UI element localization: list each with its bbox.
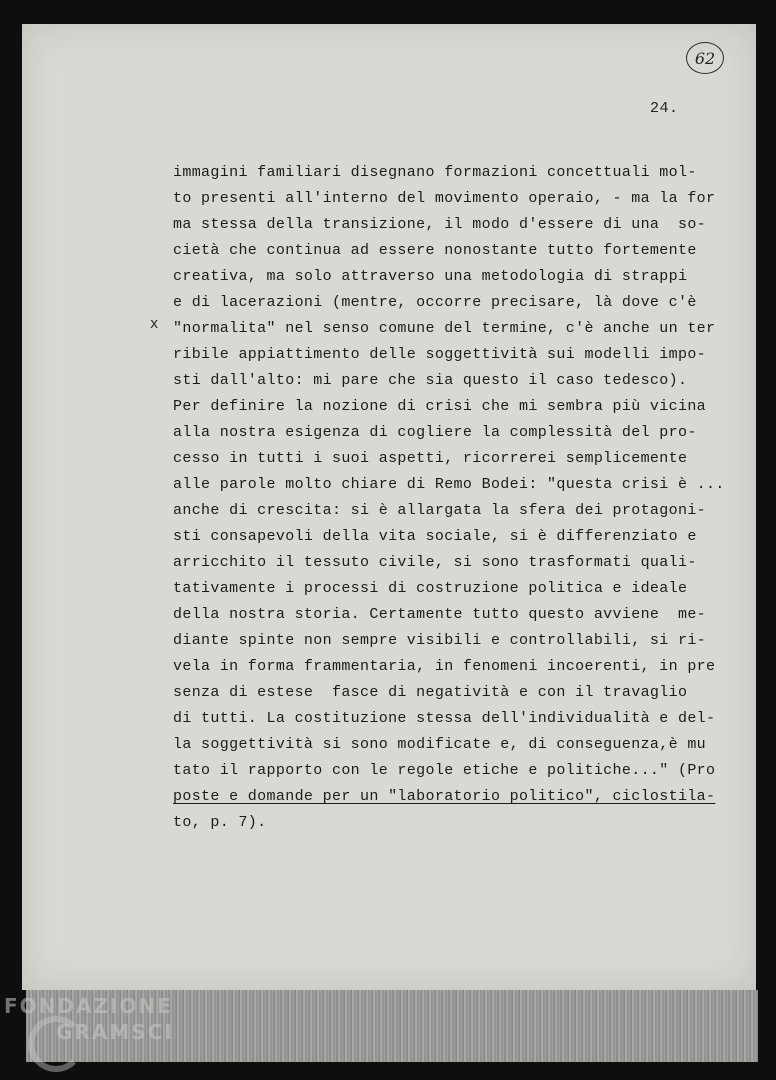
text-line: immagini familiari disegnano formazioni concettuali mol- [173,164,697,181]
page-number: 24. [650,100,679,117]
text-line: Per definire la nozione di crisi che mi sembra più vicina [173,398,707,415]
text-line: la soggettività si sono modificate e, di conseguenza,è mu [173,736,707,753]
margin-mark: x [150,316,159,332]
text-line: alla nostra esigenza di cogliere la complessità del pro- [173,424,697,441]
body-text [173,160,733,836]
text-line: e di lacerazioni (mentre, occorre precisare, là dove c'è [173,294,697,311]
text-line: della nostra storia. Certamente tutto questo avviene me- [173,606,707,623]
text-line: to presenti all'interno del movimento operaio, - ma la for [173,190,716,207]
text-line: ma stessa della transizione, il modo d'essere di una so- [173,216,707,233]
watermark-line-1: FONDAZIONE [4,994,173,1018]
text-line: alle parole molto chiare di Remo Bodei: "questa crisi è ... [173,476,725,493]
text-line: vela in forma frammentaria, in fenomeni incoerenti, in pre [173,658,716,675]
text-line: creativa, ma solo attraverso una metodologia di strappi [173,268,688,285]
text-line-underlined: poste e domande per un "laboratorio politico", ciclostila- [173,788,716,805]
text-line: sti dall'alto: mi pare che sia questo il caso tedesco). [173,372,688,389]
text-line: cietà che continua ad essere nonostante tutto fortemente [173,242,697,259]
watermark-line-2: GRAMSCI [56,1020,174,1044]
text-line: "normalita" nel senso comune del termine, c'è anche un ter [173,320,716,337]
text-line: arricchito il tessuto civile, si sono trasformati quali- [173,554,697,571]
text-line: cesso in tutti i suoi aspetti, ricorrerei semplicemente [173,450,688,467]
text-line: di tutti. La costituzione stessa dell'individualità e del- [173,710,716,727]
archival-folio-number: 62 [686,42,724,74]
text-line: to, p. 7). [173,814,267,831]
text-line: tativamente i processi di costruzione politica e ideale [173,580,688,597]
text-line: senza di estese fasce di negatività e con il travaglio [173,684,688,701]
text-line: ribile appiattimento delle soggettività sui modelli impo- [173,346,707,363]
text-line: diante spinte non sempre visibili e controllabili, si ri- [173,632,707,649]
text-line: sti consapevoli della vita sociale, si è differenziato e [173,528,697,545]
text-line: tato il rapporto con le regole etiche e politiche..." (Pro [173,762,716,779]
fondazione-gramsci-watermark [4,994,204,1074]
text-line: anche di crescita: si è allargata la sfera dei protagoni- [173,502,707,519]
